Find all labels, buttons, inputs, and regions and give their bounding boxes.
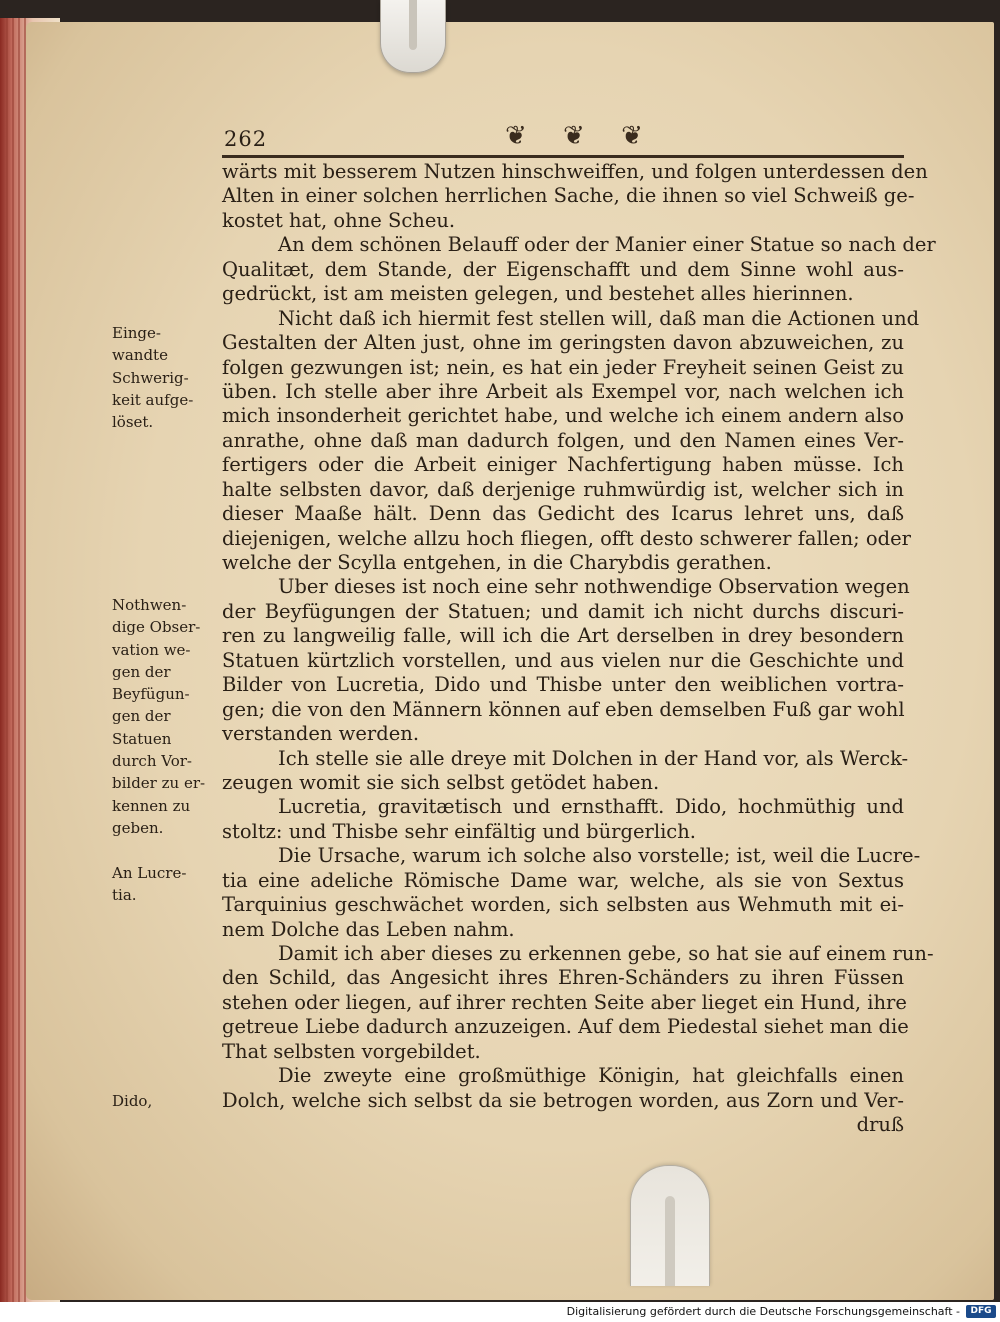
- text-line: verstanden werden.: [222, 722, 420, 746]
- text-line: den Schild, das Angesicht ihres Ehren-Schänders zu ihren Füssen: [222, 966, 904, 990]
- text-line: Bilder von Lucretia, Dido und Thisbe unter den weiblichen vortra-: [222, 673, 904, 697]
- margin-note-line: Einge-: [112, 324, 161, 342]
- text-line: üben. Ich stelle aber ihre Arbeit als Exempel vor, nach welchen ich: [222, 379, 904, 403]
- text-line: Uber dieses ist noch eine sehr nothwendige Observation wegen: [278, 575, 910, 599]
- margin-note-line: kennen zu: [112, 796, 191, 815]
- text-line: ren zu langweilig falle, will ich die Art derselben in drey besondern: [222, 624, 904, 648]
- text-line: kostet hat, ohne Scheu.: [222, 208, 456, 232]
- text-line: Statuen kürtzlich vorstellen, und aus vielen nur die Geschichte und: [222, 648, 904, 672]
- margin-note-line: Statuen: [112, 729, 172, 748]
- margin-note-line: geben.: [112, 818, 164, 837]
- header-rule: [222, 155, 904, 158]
- text-line: diejenigen, welche allzu hoch fliegen, offt desto schwerer fallen; oder: [222, 526, 911, 550]
- text-line: welche der Scylla entgehen, in die Charybdis gerathen.: [222, 551, 772, 574]
- text-line: Alten in einer solchen herrlichen Sache, die ihnen so viel Schweiß ge-: [222, 184, 915, 208]
- text-line: anrathe, ohne daß man dadurch folgen, und den Namen eines Ver-: [222, 428, 904, 452]
- text-line: Gestalten der Alten just, ohne im geringsten davon abzuweichen, zu: [222, 331, 904, 355]
- text-line: stoltz: und Thisbe sehr einfältig und bürgerlich.: [222, 819, 696, 843]
- text-line: gen; die von den Männern können auf eben demselben Fuß gar wohl: [222, 697, 905, 721]
- margin-note-3: [112, 862, 208, 907]
- margin-note-line: gen der: [112, 662, 171, 681]
- page-number: 262: [224, 127, 268, 151]
- text-line: halte selbsten davor, daß derjenige ruhmwürdig ist, welcher sich in: [222, 477, 904, 501]
- text-line: zeugen womit sie sich selbst getödet haben.: [222, 770, 660, 794]
- margin-note-line: gen der: [112, 707, 171, 726]
- book-clip-bottom: [630, 1165, 710, 1286]
- margin-note-line: Dido,: [112, 1092, 153, 1110]
- margin-note-line: wandte: [112, 346, 168, 365]
- margin-note-2: [112, 594, 208, 839]
- margin-note-line: Nothwen-: [112, 596, 187, 614]
- text-line: der Beyfügungen der Statuen; und damit ich nicht durchs discuri-: [222, 599, 904, 623]
- text-line: Damit ich aber dieses zu erkennen gebe, so hat sie auf einem run-: [278, 942, 934, 965]
- margin-note-line: keit aufge-: [112, 390, 194, 409]
- margin-note-line: vation we-: [112, 640, 191, 659]
- body-text: [222, 160, 936, 1138]
- margin-note-line: dige Obser-: [112, 618, 201, 637]
- text-line: Die zweyte eine großmüthige Königin, hat gleichfalls einen: [278, 1064, 904, 1088]
- text-line: folgen gezwungen ist; nein, es hat ein jeder Freyheit seinen Geist zu: [222, 355, 904, 379]
- margin-note-line: durch Vor-: [112, 752, 192, 771]
- margin-note-line: Schwerig-: [112, 368, 189, 387]
- margin-note-line: Beyfügun-: [112, 685, 190, 704]
- text-line: An dem schönen Belauff oder der Manier einer Statue so nach der: [278, 233, 936, 257]
- text-line: druß: [856, 1113, 904, 1137]
- book-clip-top: [380, 0, 446, 73]
- text-line: Nicht daß ich hiermit fest stellen will, daß man die Actionen und: [278, 306, 920, 330]
- margin-note-line: tia.: [112, 886, 137, 905]
- text-line: mich insonderheit gerichtet habe, und welche ich einem andern also: [222, 404, 904, 428]
- text-line: dieser Maaße hält. Denn das Gedicht des Icarus lehret uns, daß: [222, 502, 904, 526]
- margin-note-1: [112, 322, 208, 433]
- text-line: Lucretia, gravitætisch und ernsthafft. Dido, hochmüthig und: [278, 795, 904, 819]
- text-line: gedrückt, ist am meisten gelegen, und bestehet alles hierinnen.: [222, 282, 854, 306]
- text-line: Die Ursache, warum ich solche also vorstelle; ist, weil die Lucre-: [278, 844, 921, 868]
- text-line: wärts mit besserem Nutzen hinschweiffen, und folgen unterdessen den: [222, 160, 928, 183]
- text-line: Qualitæt, dem Stande, der Eigenschafft und dem Sinne wohl aus-: [222, 257, 904, 281]
- text-line: That selbsten vorgebildet.: [222, 1039, 481, 1063]
- text-line: stehen oder liegen, auf ihrer rechten Seite aber lieget ein Hund, ihre: [222, 990, 907, 1014]
- funding-credit: Digitalisierung gefördert durch die Deutsche Forschungsgemeinschaft -: [566, 1305, 960, 1318]
- footer-bar: [0, 1302, 1000, 1322]
- text-line: nem Dolche das Leben nahm.: [222, 917, 515, 941]
- text-line: getreue Liebe dadurch anzuzeigen. Auf dem Piedestal siehet man die: [222, 1015, 909, 1039]
- margin-note-4: [112, 1090, 208, 1112]
- margin-note-line: An Lucre-: [112, 864, 187, 882]
- header-ornament: ❦ ❦ ❦: [505, 121, 657, 151]
- text-line: fertigers oder die Arbeit einiger Nachfertigung haben müsse. Ich: [222, 453, 904, 477]
- margin-note-line: löset.: [112, 413, 154, 432]
- text-line: tia eine adeliche Römische Dame war, welche, als sie von Sextus: [222, 868, 904, 892]
- margin-note-line: bilder zu er-: [112, 774, 206, 793]
- text-line: Tarquinius geschwächet worden, sich selbsten aus Wehmuth mit ei-: [222, 893, 904, 917]
- dfg-logo: DFG: [966, 1305, 996, 1318]
- text-line: Dolch, welche sich selbst da sie betrogen worden, aus Zorn und Ver-: [222, 1088, 904, 1112]
- text-line: Ich stelle sie alle dreye mit Dolchen in der Hand vor, als Werck-: [278, 746, 909, 770]
